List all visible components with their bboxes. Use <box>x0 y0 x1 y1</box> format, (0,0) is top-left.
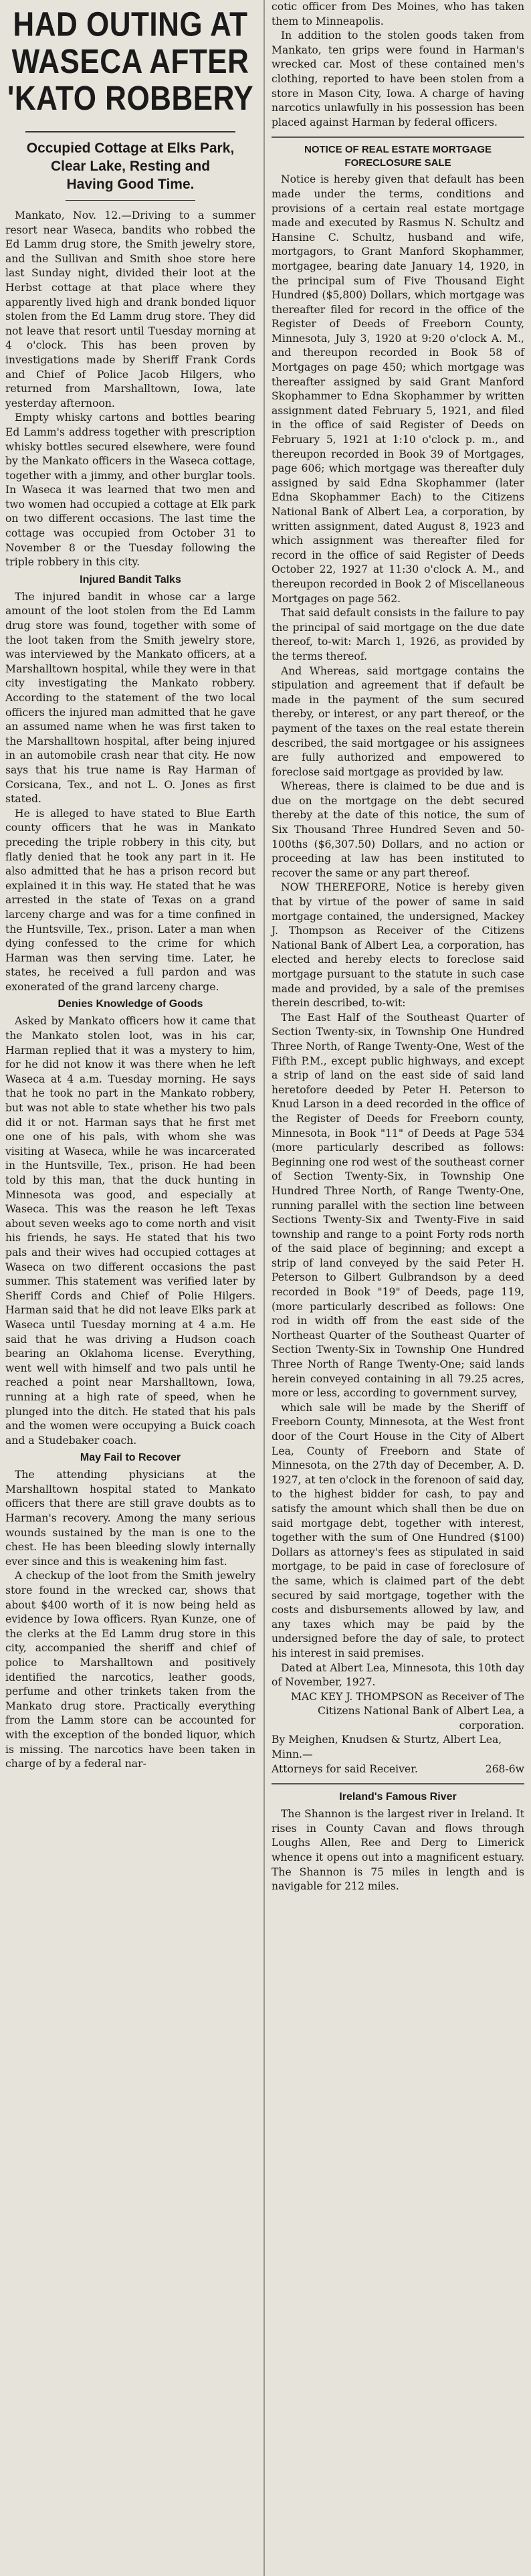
body3-paragraph-1: The attending physicians at the Marshalltown hospital stated to Mankato officers that there are still grave doubts as to Harman's recovery. Among the many serious wounds sustained by the man is one to the chest. He has been bleeding slowly internally ever since and this is weakening him fast. <box>5 1469 255 1568</box>
intro-paragraph-1: Mankato, Nov. 12.—Driving to a summer resort near Waseca, bandits who robbed the Ed Lamm drug store, the Smith jewelry store, and the Sullivan and Smith shoe store here last Sunday night, divided their loot at the Herbst cottage at that place where they apparently lived high and drank bonded liquor stolen from the Ed Lamm drug store. They did not leave that resort until Tuesday morning at 4 o'clock. This has been proven by investigations made by Sheriff Frank Cords and Chief of Police Jacob Hilgers, who returned from Marshalltown, Iowa, late yesterday afternoon. <box>5 209 255 409</box>
headline-line-1: HAD OUTING AT <box>13 5 248 44</box>
subhead-divider <box>66 200 195 201</box>
river-headline: Ireland's Famous River <box>339 1791 457 1803</box>
body1-paragraph-1: The injured bandit in whose car a large amount of the loot stolen from the Ed Lamm drug store was found, together with some of the loot taken from the Smith jewelry store, was interviewed by the Mankato officers, at a Marshalltown hospital, while they were in that city investigating the Mankato robbery. According to the statement of the two local officers the injured man admitted that he gave an assumed name when he was first taken to the Marshalltown hospital, after being injured in an automobile crash near that city. He now says that his true name is Ray Harman of Corsicana, Tex., and not L. O. Jones as first stated. <box>5 590 255 806</box>
notice-divider <box>272 136 524 138</box>
notice-paragraph-5: NOW THEREFORE, Notice is hereby given that by virtue of the power of same in said mortgage contained, the undersigned, Mackey J. Thompson as Receiver of the Citizens National Bank of Albert Lea, a corporation, has elected and hereby elects to foreclose said mortgage pursuant to the statute in such case made and provided, by a sale of the premises therein described, to-wit: <box>272 881 524 1010</box>
section-heading-may-fail: May Fail to Recover <box>80 1452 181 1464</box>
signature-attorneys-role <box>272 1762 524 1777</box>
section-heading-denies-knowledge: Denies Knowledge of Goods <box>58 998 203 1010</box>
continuation-paragraph: cotic officer from Des Moines, who has taken them to Minneapolis. <box>272 1 524 27</box>
notice-code: 268-6w <box>485 1762 524 1775</box>
subhead-line-2: Clear Lake, Resting and <box>50 159 211 174</box>
article-headline <box>5 7 255 118</box>
column-rule <box>263 0 265 2576</box>
signature-receiver: MAC KEY J. THOMPSON as Receiver of The Citizens National Bank of Albert Lea, a corporation. <box>290 1690 524 1732</box>
river-paragraph: The Shannon is the largest river in Ireland. It rises in County Cavan and flows through Loughs Allen, Ree and Derg to Limerick whence it opens out into a magnificent estuary. The Shannon is 75 miles in length and is navigable for 212 miles. <box>272 1808 524 1893</box>
right-column <box>268 0 528 1894</box>
headline-line-2: WASECA AFTER <box>11 43 249 81</box>
notice-title: NOTICE OF REAL ESTATE MORTGAGE FORECLOSURE SALE <box>304 144 492 169</box>
left-column <box>0 0 261 1772</box>
subhead-line-1: Occupied Cottage at Elks Park, <box>26 141 235 156</box>
attorneys-role-text: Attorneys for said Receiver. <box>272 1762 418 1775</box>
continuation-paragraph-2: In addition to the stolen goods taken from Mankato, ten grips were found in Harman's wrecked car. Most of these contained men's clothing, reported to have been stolen from a store in Mason City, Iowa. A charge of having narcotics unlawfully in his possession has been placed against Harman by federal officers. <box>272 29 524 128</box>
notice-paragraph-7: which sale will be made by the Sheriff of Freeborn County, Minnesota, at the West front door of the Court House in the City of Albert Lea, County of Freeborn and State of Minnesota, on the 27th day of December, A. D. 1927, at ten o'clock in the forenoon of said day, to the highest bidder for cash, to pay and satisfy the amount which shall then be due on said mortgage debt, together with interest, together with the sum of One Hundred ($100) Dollars as attorney's fees as stipulated in said mortgage, to be paid in case of foreclosure of the same, which is claimed part of the debt secured by said mortgage, together with the costs and disbursements allowed by law, and any taxes which may be paid by the undersigned before the day of sale, to protect his interest in said premises. <box>272 1401 524 1659</box>
notice-paragraph-2: That said default consists in the failure to pay the principal of said mortgage on the due date thereof, to-wit: March 1, 1926, as provided by the terms thereof. <box>272 607 524 662</box>
notice-paragraph-1: Notice is hereby given that default has been made under the terms, conditions and provisions of a certain real estate mortgage made and executed by Rasmus N. Schultz and Hansine C. Schultz, husband and wife, mortgagors, to Grant Manford Skophammer, mortgagee, bearing date January 14, 1920, in the principal sum of Five Thousand Eight Hundred ($5,800) Dollars, which mortgage was thereafter filed for record in the office of the Register of Deeds of Freeborn County, Minnesota, July 3, 1920 at 9:20 o'clock A. M., and thereupon recorded in Book 58 of Mortgages on page 450; which mortgage was thereafter assigned by said Grant Manford Skophammer to Edna Skophammer by written assignment dated February 5, 1921, and filed in the office of said Register of Deeds on February 5, 1921 at 1:10 o'clock p. m., and thereupon recorded in Book 39 of Mortgages, page 606; which mortgage was thereafter duly assigned by said Edna Skophammer (later Edna Skophammer Each) to the Citizens National Bank of Albert Lea, a corporation, by written assignment, dated August 8, 1923 and which assignment was thereafter filed for record in the office of said Register of Deeds October 22, 1927 at 11:30 o'clock A. M., and thereupon recorded in Book 2 of Miscellaneous Mortgages on page 562. <box>272 173 524 605</box>
body2-paragraph-1: Asked by Mankato officers how it came that the Mankato stolen loot, was in his car, Harman replied that it was a mystery to him, for he did not know it was there when he left Waseca at 4 a.m. Tuesday morning. He says that he took no part in the Mankato robbery, but was not able to state whether his two pals did it or not. Harman says that he first met one one of his pals, with whom she was visiting at Waseca, while he was incarcerated in the Huntsville, Tex., prison. He had been told by this man, that the duck hunting in Minnesota was good, and especially at Waseca. This was the reason he left Texas about seven weeks ago to come north and visit his friends, he says. He stated that his two pals and their wives had occupied cottages at Waseca on two different occasions the past summer. This statement was verified later by Sheriff Cords and Chief of Polie Hilgers. Harman said that he did not leave Elks park at Waseca until Tuesday morning at 4 a.m. He said that he was driving a Hudson coach bearing an Oklahoma license. Everything, went well with himself and two pals until he reached a point near Marshalltown, Iowa, running at a high rate of speed, when he plunged into the ditch. He stated that his pals and the women were occupying a Buick coach and a Studebaker coach. <box>5 1015 255 1447</box>
notice-paragraph-3: And Whereas, said mortgage contains the stipulation and agreement that if default be made in the payment of the sum secured thereby, or interest, or any part thereof, or the payment of the taxes on the real estate therein described, the said mortgagee or his assignees are fully authorized and empowered to foreclose said mortgage as provided by law. <box>272 664 524 778</box>
body1-paragraph-2: He is alleged to have stated to Blue Earth county officers that he was in Mankato preceding the triple robbery in this city, but flatly denied that he took any part in it. He also admitted that he has a prison record but explained it in this way. He stated that he was arrested in the state of Texas on a grand larceny charge and was for a time confined in the Huntsville, Tex., prison. Later a man when dying confessed to the crime for which Harman was then serving time. Later, he states, he received a full pardon and was exonerated of the grand larceny charge. <box>5 807 255 993</box>
notice-paragraph-4: Whereas, there is claimed to be due and is due on the mortgage on the debt secured thereby at the date of this notice, the sum of Six Thousand Three Hundred Seven and 50-100ths ($6,307.50) Dollars, and no action or proceeding at law has been instituted to recover the same or any part thereof. <box>272 780 524 879</box>
intro-paragraph-2: Empty whisky cartons and bottles bearing Ed Lamm's address together with prescription whisky bottles secured elsewhere, were found by the Mankato officers in the Waseca cottage, together with a jimmy, and other burglar tools. In Waseca it was learned that two men and two women had occupied a cottage at Elk park on two different occasions. The last time the cottage was occupied from October 31 to November 8 or the Tuesday following the triple robbery in this city. <box>5 411 255 569</box>
headline-line-3: 'KATO ROBBERY <box>7 80 254 118</box>
body3-paragraph-2: A checkup of the loot from the Smith jewelry store found in the wrecked car, shows that about $400 worth of it is now being held as evidence by Iowa officers. Ryan Kunze, one of the clerks at the Ed Lamm drug store in this city, accompanied the sheriff and chief of police to Marshalltown and positively identified the narcotics, leather goods, perfume and other trinkets taken from the Mankato drug store. Practically everything from the Lamm store can be accounted for with the exception of the bonded liquor, which is missing. The narcotics have been taken in charge of by a federal nar- <box>5 1570 255 1770</box>
headline-divider <box>25 131 235 132</box>
notice-paragraph-8: Dated at Albert Lea, Minnesota, this 10th day of November, 1927. <box>272 1661 524 1689</box>
notice-paragraph-6: The East Half of the Southeast Quarter of Section Twenty-six, in Township One Hundred Three North, of Range Twenty-One, West of the Fifth P.M., except public highways, and except a strip of land on the east side of said land heretofore deeded by Peter H. Peterson to Knud Larson in a deed recorded in the office of the Register of Deeds for Freeborn county, Minnesota, in Book "11" of Deeds at Page 534 (more particularly described as follows: Beginning one rod west of the southeast corner of Section Twenty-Six, in Township One Hundred Three North, of Range Twenty-One, running parallel with the section line between Sections Twenty-Six and Twenty-Five in said township and range to a point Forty rods north of the said place of beginning; and except a strip of land conveyed by the said Peter H. Peterson to Gilbert Gulbrandson by a deed recorded in Book "19" of Deeds, page 119, (more particularly described as follows: One rod in width off from the east side of the Northeast Quarter of the Southeast Quarter of Section Twenty-Six in Township One Hundred Three North of Range Twenty-One; said lands herein conveyed containing in all 79.25 acres, more or less, according to government survey, <box>272 1011 524 1400</box>
section-heading-injured-bandit: Injured Bandit Talks <box>80 573 181 585</box>
article-subhead <box>5 139 255 193</box>
signature-attorneys: By Meighen, Knudsen & Sturtz, Albert Lea, Minn.— <box>272 1734 502 1761</box>
subhead-line-3: Having Good Time. <box>66 177 195 192</box>
river-divider <box>272 1783 524 1784</box>
